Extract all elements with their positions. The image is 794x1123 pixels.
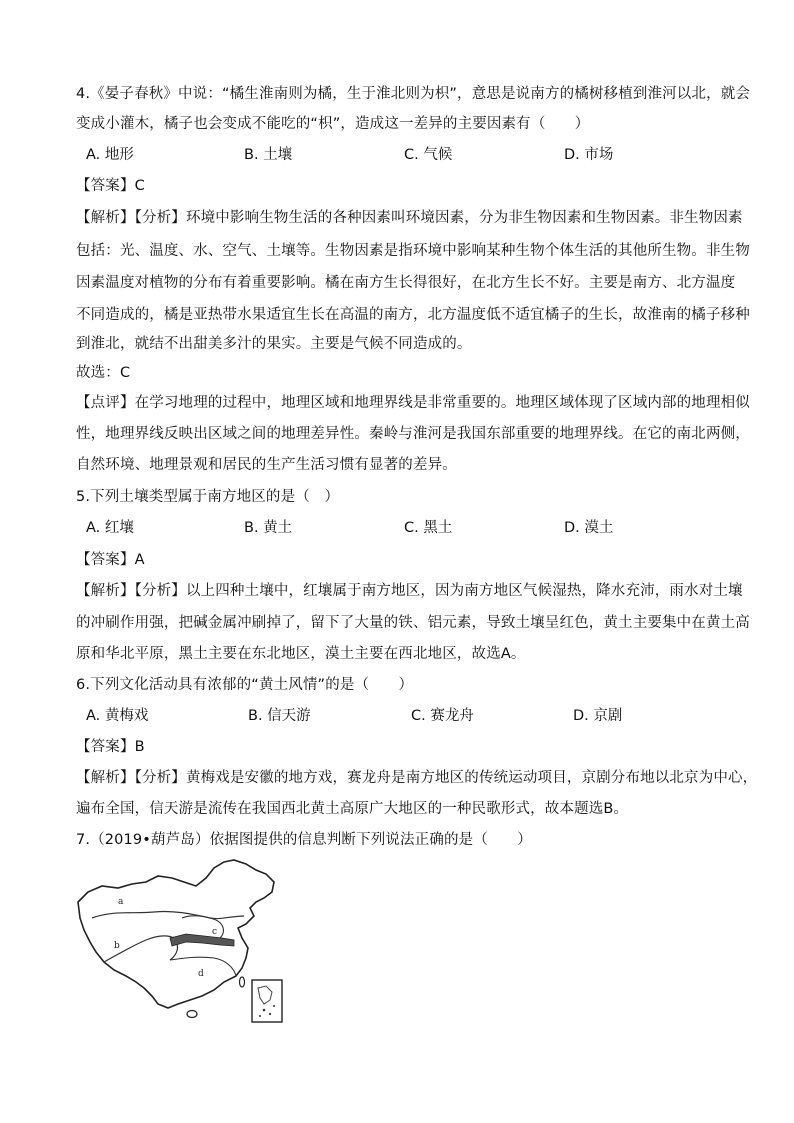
q7-stem: 7.（2019•葫芦岛）依据图提供的信息判断下列说法正确的是（ ） [76,832,532,848]
q4-comment-line-2: 性，地理界线反映出区域之间的地理差异性。秦岭与淮河是我国东部重要的地理界线。在它的南北两侧， [76,426,750,442]
q4-comment-line-1: 【点评】在学习地理的过程中，地理区域和地理界线是非常重要的。地理区域体现了区域内部的地理相似 [76,395,750,411]
q5-stem: 5.下列土壤类型属于南方地区的是（ ） [76,489,340,505]
q4-answer: 【答案】C [76,178,145,194]
q4-choice: 故选：C [76,365,131,381]
map-label-d: d [198,969,204,979]
q5-option-b: B. 黄土 [244,520,293,536]
q4-comment-line-3: 自然环境、地理景观和居民的生产生活习惯有显著的差异。 [76,457,457,473]
q6-option-d: D. 京剧 [573,708,623,724]
q5-analysis-line-1: 【解析】【分析】以上四种土壤中，红壤属于南方地区，因为南方地区气候湿热，降水充沛，雨水对土壤 [76,583,743,599]
q5-answer: 【答案】A [76,552,145,568]
q6-option-b: B. 信天游 [248,708,311,724]
q4-analysis-line-4: 不同造成的，橘是亚热带水果适宜生长在高温的南方，北方温度低不适宜橘子的生长，故淮南的橘子移种 [76,307,750,323]
q4-analysis-line-1: 【解析】【分析】环境中影响生物生活的各种因素叫环境因素，分为非生物因素和生物因素。非生物因素 [76,210,743,226]
q4-stem-line-2: 变成小灌木，橘子也会变成不能吃的“枳”，造成这一差异的主要因素有（ ） [76,116,590,132]
q5-analysis-line-2: 的冲刷作用强，把碱金属冲刷掉了，留下了大量的铁、铝元素，导致土壤呈红色，黄土主要集中在黄土高 [76,615,750,631]
q4-option-b: B. 土壤 [244,147,293,163]
q6-analysis-line-2: 遍布全国，信天游是流传在我国西北黄土高原广大地区的一种民歌形式，故本题选B。 [76,801,629,817]
q5-analysis-line-3: 原和华北平原，黑土主要在东北地区，漠土主要在西北地区，故选A。 [76,646,526,662]
q4-option-d: D. 市场 [564,147,614,163]
q4-stem-line-1: 4.《晏子春秋》中说：“橘生淮南则为橘，生于淮北则为枳”，意思是说南方的橘树移植到淮河以北，就会 [76,86,751,102]
map-label-b: b [114,941,120,951]
map-label-a: a [118,897,124,907]
q5-option-c: C. 黑土 [404,520,453,536]
map-label-c: c [212,927,218,937]
q6-stem: 6.下列文化活动具有浓郁的“黄土风情”的是（ ） [76,677,414,693]
q5-option-a: A. 红壤 [86,520,134,536]
q6-answer: 【答案】B [76,739,145,755]
china-region-map [74,858,286,1026]
q4-analysis-line-5: 到淮北，就结不出甜美多汁的果实。主要是气候不同造成的。 [76,336,472,352]
q6-analysis-line-1: 【解析】【分析】黄梅戏是安徽的地方戏，赛龙舟是南方地区的传统运动项目，京剧分布地以北京为中心， [76,770,758,786]
q6-option-a: A. 黄梅戏 [86,708,149,724]
q4-option-c: C. 气候 [404,147,453,163]
q6-option-c: C. 赛龙舟 [411,708,474,724]
q4-analysis-line-2: 包括：光、温度、水、空气、土壤等。生物因素是指环境中影响某种生物个体生活的其他所生物。非生物 [76,243,750,259]
q4-option-a: A. 地形 [86,147,134,163]
q4-analysis-line-3: 因素温度对植物的分布有着重要影响。橘在南方生长得很好，在北方生长不好。主要是南方、北方温度 [76,275,736,291]
q5-option-d: D. 漠土 [564,520,614,536]
